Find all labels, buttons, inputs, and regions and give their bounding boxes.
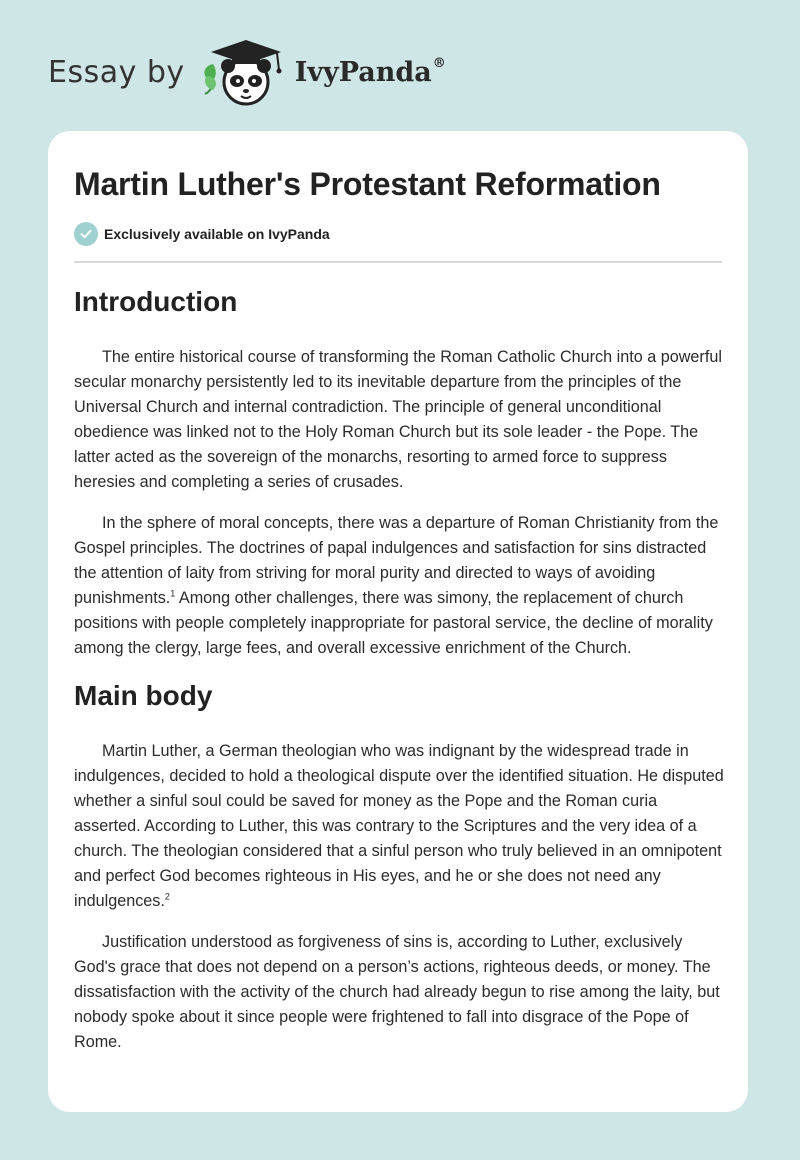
title-divider xyxy=(74,261,722,263)
exclusive-badge xyxy=(74,222,330,246)
essay-body xyxy=(74,281,724,1055)
site-header xyxy=(48,36,446,108)
section-heading-main-body: Main body xyxy=(74,680,213,711)
footnote-marker[interactable]: 2 xyxy=(164,891,170,902)
registered-mark: ® xyxy=(432,55,446,71)
paragraph: Justification understood as forgiveness of sins is, according to Luther, exclusively God's grace that does not depend on a person’s actions, righteous deeds, or money. The dissatisfaction with the activity of the church had already begun to rise among the laity, but nobody spoke about it since people were frightened to fall into disgrace of the Pope of Rome. xyxy=(74,933,720,1051)
footnote-marker[interactable]: 1 xyxy=(170,588,176,599)
paragraph-text: Among other challenges, there was simony, the replacement of church positions with people completely inappropriate for pastoral service, the decline of morality among the clergy, large fees, and overall excessive enrichment of the Church. xyxy=(74,589,713,657)
brand-name[interactable] xyxy=(295,57,446,88)
section-heading-introduction: Introduction xyxy=(74,286,238,317)
badge-label: Exclusively available on IvyPanda xyxy=(104,226,330,242)
check-icon xyxy=(74,222,98,246)
brand-text: IvyPanda xyxy=(294,56,432,88)
essay-card xyxy=(48,131,748,1112)
paragraph xyxy=(74,511,724,661)
paragraph xyxy=(74,739,724,914)
paragraph-text: In the sphere of moral concepts, there was a departure of Roman Christianity from the Gospel principles. The doctrines of papal indulgences and satisfaction for sins distracted the attention of laity from striving for moral purity and directed to ways of avoiding punishments. xyxy=(74,514,719,607)
panda-logo-icon[interactable] xyxy=(199,36,289,108)
page-title: Martin Luther's Protestant Reformation xyxy=(74,166,661,202)
essay-by-label: Essay by xyxy=(48,54,185,90)
paragraph: The entire historical course of transforming the Roman Catholic Church into a powerful secular monarchy persistently led to its inevitable departure from the principles of the Universal Church and internal contradiction. The principle of general unconditional obedience was linked not to the Holy Roman Church but its sole leader - the Pope. The latter acted as the sovereign of the monarchs, resorting to armed force to suppress heresies and completing a series of crusades. xyxy=(74,348,722,491)
paragraph-text: Martin Luther, a German theologian who was indignant by the widespread trade in indulgences, decided to hold a theological dispute over the identified situation. He disputed whether a sinful soul could be saved for money as the Pope and the Roman curia asserted. According to Luther, this was contrary to the Scriptures and the very idea of a church. The theologian considered that a sinful person who truly believed in an omnipotent and perfect God becomes righteous in His eyes, and he or she does not need any indulgences. xyxy=(74,742,724,910)
